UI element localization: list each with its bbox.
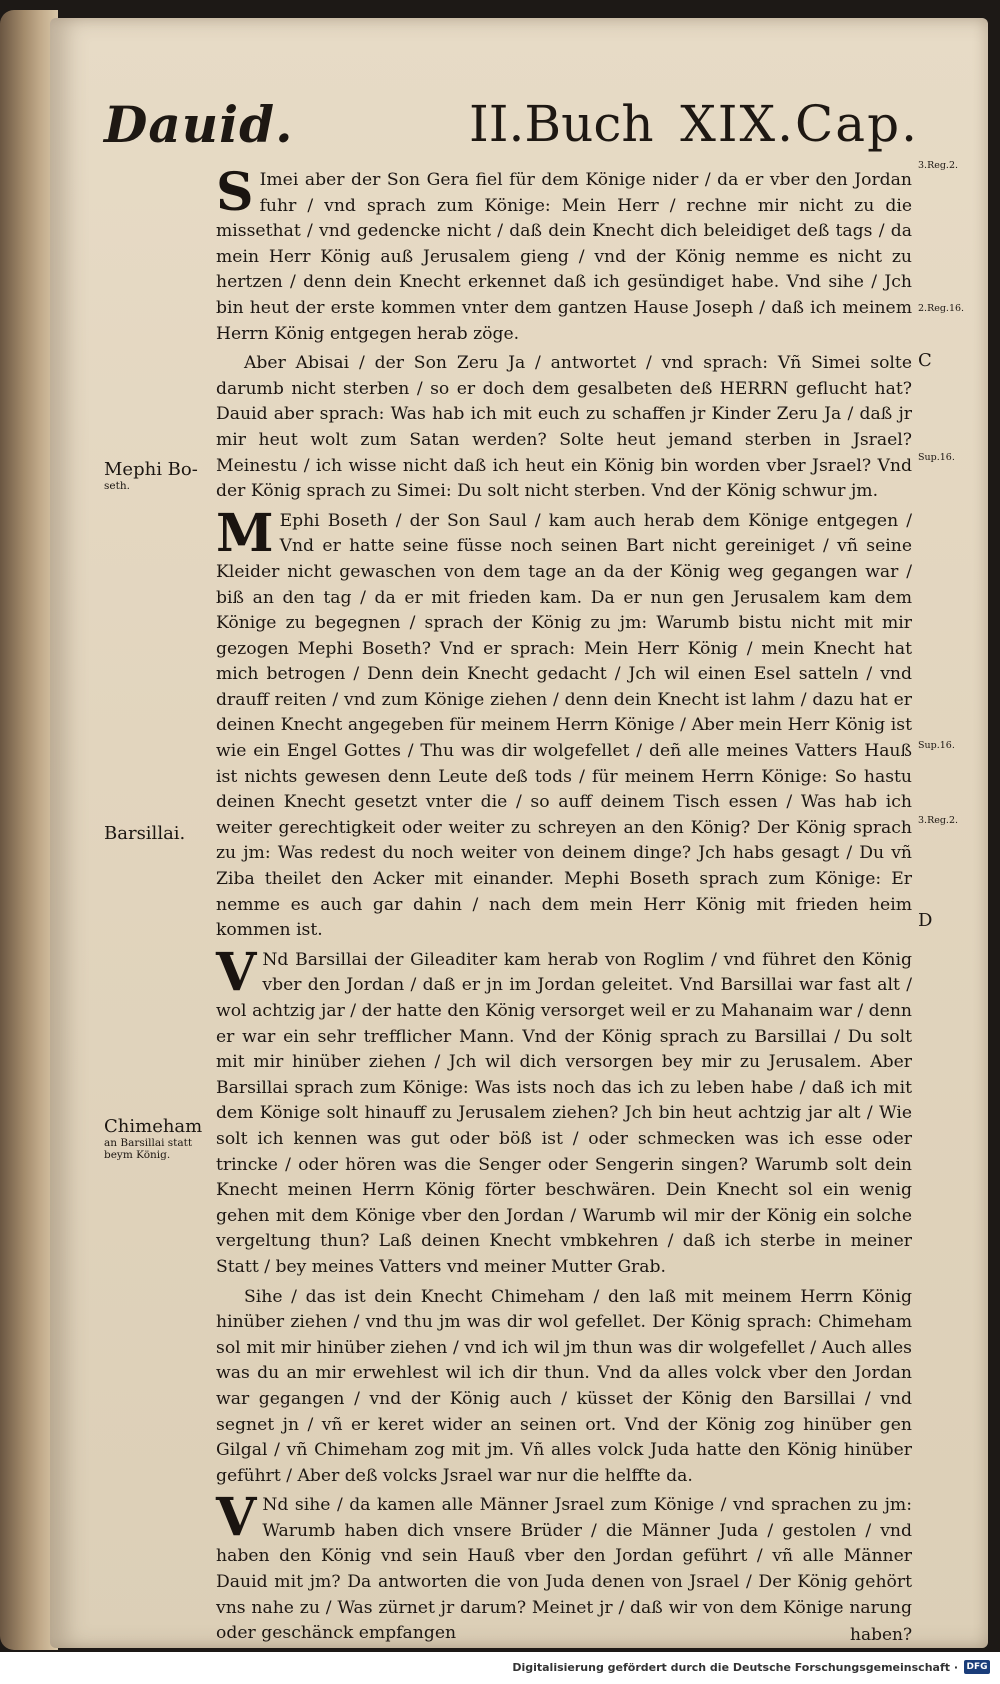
paragraph bbox=[216, 941, 912, 1281]
paragraph bbox=[216, 1285, 912, 1490]
margin-note-chimeham bbox=[104, 1117, 212, 1161]
running-header bbox=[104, 95, 919, 165]
drop-initial: V bbox=[216, 941, 257, 1003]
margin-note-title: Barsillai. bbox=[104, 823, 186, 844]
drop-initial: S bbox=[216, 162, 254, 223]
paragraph-text: Ephi Boseth / der Son Saul / kam auch herab dem Könige entgegen / Vnd er hatte seine füsse noch seinen Bart nicht gereiniget / vñ seine Kleider nicht gewaschen von dem tage an da der König weg gegangen war / biß an den tag / da er mit frieden kam. Da er nun gen Jerusalem kam dem Könige zu begegnen / sprach der König zu jm: Warumb bistu nicht mit mir gezogen Mephi Boseth? Vnd er sprach: Mein Herr König / mein Knecht hat mich betrogen / Denn dein Knecht gedacht / Jch wil einen Esel satteln / vnd drauff reiten / vnd zum Könige ziehen / denn dein Knecht ist lahm / dazu hat er deinen Knecht angegeben für meinem Herrn Könige / Aber mein Herr König ist wie ein Engel Gottes / Thu was dir wolgefellet / deñ alle meines Vatters Hauß ist nichts gewesen denn Leute deß tods / für meinem Herrn Könige: So hastu deinen Knecht gesetzt vnter die / so auff deinem Tisch essen / Was hab ich weiter gerechtigkeit oder weiter zu schreyen an den König? Der König sprach zu jm: Was redest du noch weiter von deinem dinge? Jch habs gesagt / Du vñ Ziba theilet den Acker mit einander. Mephi Boseth sprach zum Könige: Er nemme es auch gar dahin / nach dem mein Herr König mit frieden heim kommen ist. bbox=[216, 510, 912, 941]
funding-credit: Digitalisierung gefördert durch die Deutsche Forschungsgemeinschaft · bbox=[512, 1661, 958, 1674]
paragraph bbox=[216, 351, 912, 505]
drop-initial: M bbox=[216, 502, 274, 564]
margin-ref: 2.Reg.16. bbox=[918, 303, 965, 314]
paragraph-text: Nd Barsillai der Gileaditer kam herab von Roglim / vnd führet den König vber den Jordan / daß er jn im Jordan geleitet. Vnd Barsillai war fast alt / wol achtzig jar / der hatte den König versorget weil er zu Mahanaim war / denn er war ein sehr trefflicher Mann. Vnd der König sprach zu Barsillai / Du solt mit mir hinüber ziehen / Jch wil dich versorgen bey mir zu Jerusalem. Aber Barsillai sprach zum Könige: Was ists noch das ich zu leben habe / daß ich mit dem Könige solt hinauff zu Jerusalem ziehen? Jch bin heut achtzig jar alt / Wie solt ich kennen was gut oder böß ist / oder schmecken was ich esse oder trincke / oder hören was die Senger oder Sengerin singen? Warumb solt dein Knecht meinen Herrn König förter beschwären. Dein Knecht sol ein wenig gehen mit dem Könige vber den Jordan / Warumb wil mir der König ein solche vergeltung thun? Laß deinen Knecht vmbkehren / daß ich sterbe in meiner Statt / bey meines Vatters vnd meiner Mutter Grab. bbox=[216, 949, 912, 1277]
margin-note-sub: seth. bbox=[104, 480, 130, 492]
header-book: II.Buch bbox=[469, 95, 654, 153]
paragraph bbox=[216, 502, 912, 944]
margin-note-title: Mephi Bo- bbox=[104, 459, 198, 480]
paragraph-text: Sihe / das ist dein Knecht Chimeham / den laß mit meinem Herrn König hinüber ziehen / vnd thu jm was dir wol gefellet. Der König sprach: Chimeham sol mit mir hinüber ziehen / vnd ich wil jm thun was dir wolgefellet / Auch alles was du an mir erwehlest wil ich dir thun. Vnd da alles volck vber den Jordan war gegangen / vnd der König auch / küsset der König den Barsillai / vnd segnet jn / vñ er keret wider an seinen ort. Vnd der König zog hinüber gen Gilgal / vñ Chimeham zog mit jm. Vñ alles volck Juda hatte den König hinüber geführt / Aber deß volcks Jsrael war nur die helffte da. bbox=[216, 1286, 912, 1486]
margin-note-mephiboseth bbox=[104, 460, 212, 492]
margin-ref: 3.Reg.2. bbox=[918, 160, 959, 171]
paragraph-text: Aber Abisai / der Son Zeru Ja / antwortet / vnd sprach: Vñ Simei solte darumb nicht sterben / so er doch dem gesalbeten deß HERRN geflucht hat? Dauid aber sprach: Was hab ich mit euch zu schaffen jr Kinder Zeru Ja / daß jr mir heut wolt zum Satan werden? Solte heut jemand sterben in Jsrael? Meinestu / ich wisse nicht daß ich heut ein König bin worden vber Jsrael? Vnd der König sprach zu Simei: Du solt nicht sterben. Vnd der König schwur jm. bbox=[216, 353, 912, 502]
main-text-column bbox=[216, 162, 912, 1647]
section-letter: C bbox=[918, 350, 932, 371]
paragraph bbox=[216, 162, 912, 347]
paragraph-text: Imei aber der Son Gera fiel für dem Könige nider / da er vber den Jordan fuhr / vnd sprach zum Könige: Mein Herr / rechne mir nicht zu die missethat / vnd gedencke nicht / daß dein Knecht dich beleidiget deß tags / da mein Herr König auß Jerusalem gieng / vnd der König nemme es nicht zu hertzen / denn dein Knecht erkennet daß ich gesündiget habe. Vnd sihe / Jch bin heut der erste kommen vnter dem gantzen Hause Joseph / daß ich meinem Herrn König entgegen herab zöge. bbox=[216, 170, 912, 344]
dfg-logo: DFG bbox=[964, 1660, 990, 1674]
margin-ref: Sup.16. bbox=[918, 452, 955, 463]
paragraph bbox=[216, 1487, 912, 1647]
header-left: Dauid. bbox=[104, 95, 294, 154]
drop-initial: V bbox=[216, 1487, 257, 1549]
margin-note-barsillai bbox=[104, 824, 212, 844]
paragraph-text: Nd sihe / da kamen alle Männer Jsrael zum Könige / vnd sprachen zu jm: Warumb haben dich vnsere Brüder / die Männer Juda / gestolen / vnd haben den König vnd sein Hauß vber den Jordan geführt / vñ alle Männer Dauid mit jm? Da antworten die von Juda denen von Jsrael / Der König gehört vns nahe zu / Was zürnet jr darum? Meinet jr / daß wir von dem Könige narung oder geschänck empfangen bbox=[216, 1495, 912, 1644]
margin-note-sub: an Barsillai statt beym König. bbox=[104, 1137, 193, 1161]
footer-bar bbox=[0, 1652, 1000, 1684]
margin-ref: Sup.16. bbox=[918, 740, 955, 751]
header-chapter: XIX.Cap. bbox=[680, 95, 919, 153]
section-letter: D bbox=[918, 910, 933, 931]
margin-ref: 3.Reg.2. bbox=[918, 815, 959, 826]
catchword: haben? bbox=[850, 1625, 913, 1645]
margin-note-title: Chimeham bbox=[104, 1116, 203, 1137]
